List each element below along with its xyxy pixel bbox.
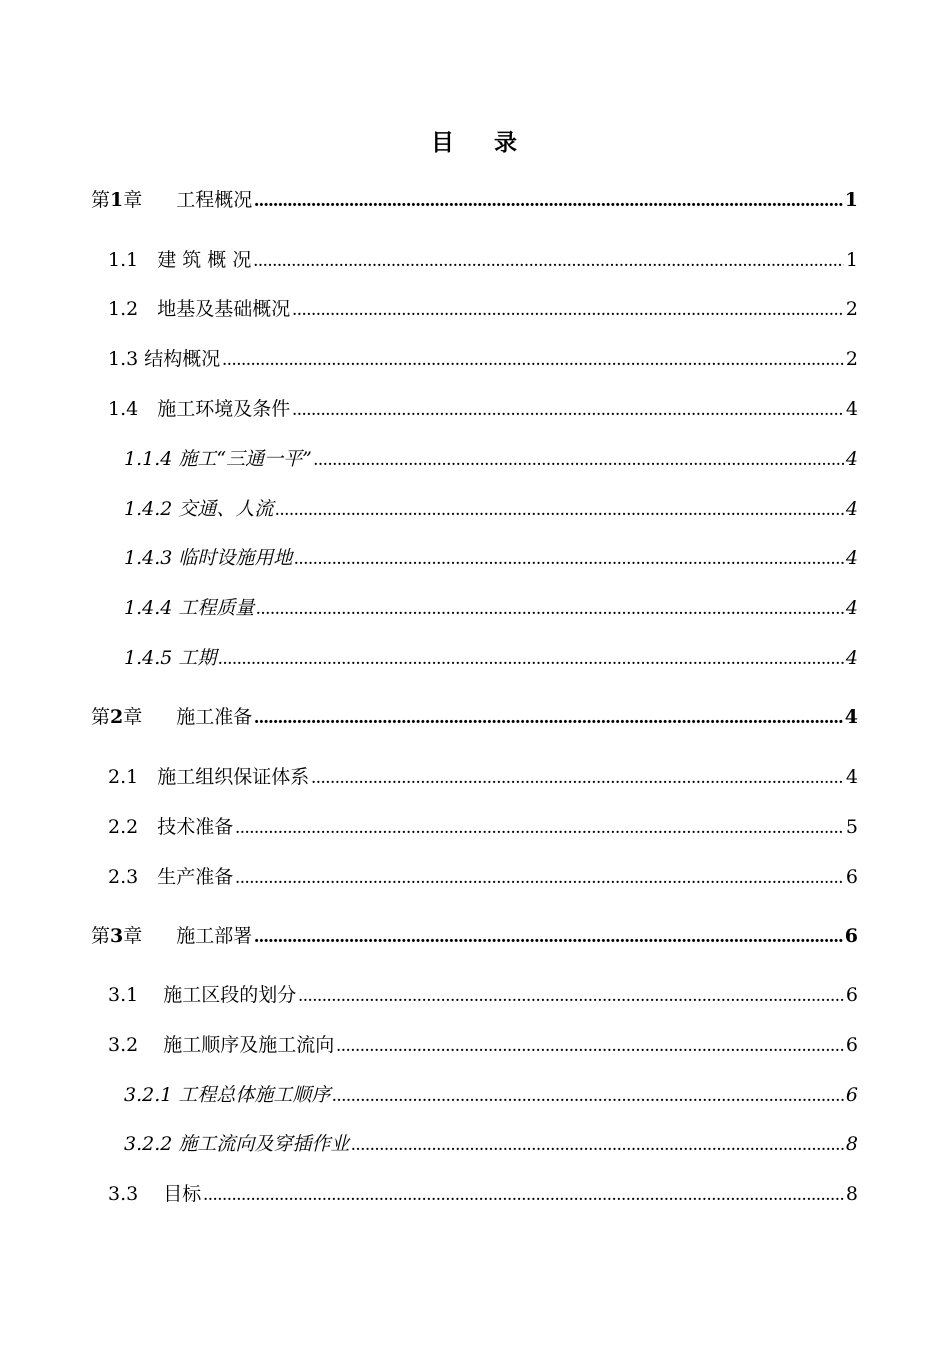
toc-entry[interactable] xyxy=(108,396,858,423)
toc-chapter-3[interactable] xyxy=(91,923,858,950)
entry-label: 3.3 目标 xyxy=(108,1183,202,1205)
toc-entry[interactable] xyxy=(108,247,858,274)
toc-chapter-1[interactable] xyxy=(91,187,858,214)
page-number: 4 xyxy=(845,547,858,569)
entry-label: 1.1.4 施工“三通一平” xyxy=(124,448,312,470)
toc-subentry[interactable] xyxy=(124,496,858,523)
entry-label: 3.1 施工区段的划分 xyxy=(108,984,297,1006)
entry-label: 1.4.3 临时设施用地 xyxy=(124,547,293,569)
dot-leader xyxy=(292,397,844,423)
chapter-title: 工程概况 xyxy=(176,189,253,211)
page-number: 4 xyxy=(845,766,858,788)
toc-subentry[interactable] xyxy=(124,446,858,473)
entry-label: 1.3 结构概况 xyxy=(108,348,221,370)
dot-leader xyxy=(254,705,842,731)
chapter-number: 2 xyxy=(110,706,124,728)
dot-leader xyxy=(235,815,844,841)
page-number: 6 xyxy=(844,925,858,947)
chapter-title: 施工部署 xyxy=(176,925,253,947)
dot-leader xyxy=(254,924,842,950)
dot-leader xyxy=(351,1132,844,1158)
page-number: 2 xyxy=(845,348,858,370)
dot-leader xyxy=(218,646,844,672)
toc-title-part-2: 录 xyxy=(494,130,519,156)
page-number: 4 xyxy=(845,647,858,669)
entry-label: 1.1 建 筑 概 况 xyxy=(108,249,252,271)
toc-subentry[interactable] xyxy=(124,1131,858,1158)
dot-leader xyxy=(253,248,844,274)
chapter-suffix: 章 xyxy=(123,706,143,728)
entry-label: 2.3 生产准备 xyxy=(108,866,234,888)
toc-entry[interactable] xyxy=(108,864,858,891)
dot-leader xyxy=(256,596,844,622)
dot-leader xyxy=(311,765,844,791)
page-number: 6 xyxy=(845,1034,858,1056)
dot-leader xyxy=(203,1182,844,1208)
entry-label: 1.4.2 交通、人流 xyxy=(124,498,274,520)
dot-leader xyxy=(314,447,844,473)
chapter-prefix: 第 xyxy=(91,706,111,728)
entry-label: 2.2 技术准备 xyxy=(108,816,234,838)
chapter-title: 施工准备 xyxy=(176,706,253,728)
entry-label: 1.4 施工环境及条件 xyxy=(108,398,291,420)
page-number: 2 xyxy=(845,298,858,320)
entry-label: 3.2.2 施工流向及穿插作业 xyxy=(124,1133,350,1155)
toc-entry[interactable] xyxy=(108,764,858,791)
page-number: 1 xyxy=(845,249,858,271)
entry-label: 2.1 施工组织保证体系 xyxy=(108,766,310,788)
dot-leader xyxy=(294,546,844,572)
toc-entry[interactable] xyxy=(108,296,858,323)
chapter-prefix: 第 xyxy=(91,189,111,211)
dot-leader xyxy=(292,297,844,323)
page-number: 5 xyxy=(845,816,858,838)
page-number: 6 xyxy=(845,1084,858,1106)
toc-subentry[interactable] xyxy=(124,1082,858,1109)
dot-leader xyxy=(235,865,844,891)
dot-leader xyxy=(222,347,844,373)
dot-leader xyxy=(254,188,842,214)
toc-chapter-2[interactable] xyxy=(91,704,858,731)
page-number: 4 xyxy=(844,706,858,728)
chapter-prefix: 第 xyxy=(91,925,111,947)
entry-label: 1.4.5 工期 xyxy=(124,647,217,669)
toc-subentry[interactable] xyxy=(124,645,858,672)
chapter-number: 3 xyxy=(110,925,124,947)
dot-leader xyxy=(332,1083,844,1109)
dot-leader xyxy=(298,983,844,1009)
chapter-number: 1 xyxy=(110,189,124,211)
toc-title-part-1: 目 xyxy=(431,130,456,156)
toc-title xyxy=(0,124,950,157)
toc-subentry[interactable] xyxy=(124,595,858,622)
page-number: 8 xyxy=(845,1183,858,1205)
page-number: 4 xyxy=(845,448,858,470)
page-number: 4 xyxy=(845,398,858,420)
entry-label: 3.2 施工顺序及施工流向 xyxy=(108,1034,335,1056)
toc-entry[interactable] xyxy=(108,982,858,1009)
dot-leader xyxy=(275,497,844,523)
entry-label: 1.2 地基及基础概况 xyxy=(108,298,291,320)
toc-entry[interactable] xyxy=(108,1032,858,1059)
page-number: 4 xyxy=(845,597,858,619)
toc-entry[interactable] xyxy=(108,346,858,373)
page-number: 6 xyxy=(845,866,858,888)
page-number: 8 xyxy=(845,1133,858,1155)
chapter-suffix: 章 xyxy=(123,189,143,211)
toc-subentry[interactable] xyxy=(124,545,858,572)
page-number: 4 xyxy=(845,498,858,520)
entry-label: 3.2.1 工程总体施工顺序 xyxy=(124,1084,331,1106)
chapter-suffix: 章 xyxy=(123,925,143,947)
page-number: 6 xyxy=(845,984,858,1006)
dot-leader xyxy=(336,1033,844,1059)
toc-entry[interactable] xyxy=(108,814,858,841)
toc-entry[interactable] xyxy=(108,1181,858,1208)
entry-label: 1.4.4 工程质量 xyxy=(124,597,255,619)
page-number: 1 xyxy=(844,189,858,211)
